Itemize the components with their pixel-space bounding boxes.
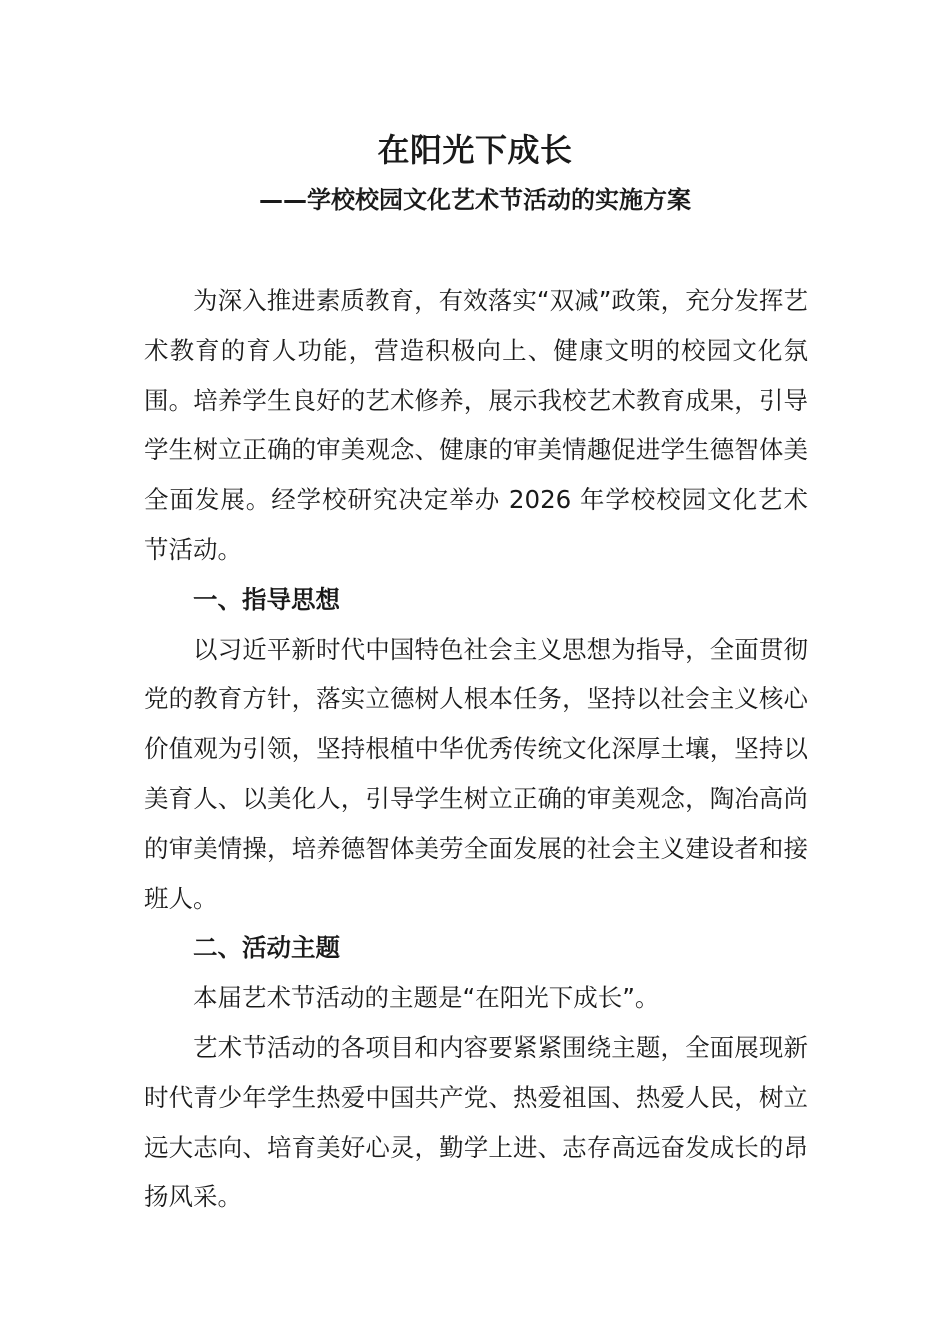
section-heading-guiding-ideology: 一、指导思想 [193,584,340,614]
section-paragraph: 以习近平新时代中国特色社会主义思想为指导，全面贯彻党的教育方针，落实立德树人根本任务，坚持以社会主义核心价值观为引领，坚持根植中华优秀传统文化深厚土壤，坚持以美育人、以美化人，引导学生树立正确的审美观念，陶冶高尚的审美情操，培养德智体美劳全面发展的社会主义建设者和接班人。 [144,634,808,913]
section-paragraph: 艺术节活动的各项目和内容要紧紧围绕主题，全面展现新时代青少年学生热爱中国共产党、热爱祖国、热爱人民，树立远大志向、培育美好心灵，勤学上进、志存高远奋发成长的昂扬风采。 [144,1032,808,1212]
document-body [144,276,808,1222]
section-paragraph: 本届艺术节活动的主题是“在阳光下成长”。 [193,983,660,1013]
document-subtitle: ——学校校园文化艺术节活动的实施方案 [259,186,691,214]
document-title: 在阳光下成长 [377,131,573,169]
intro-paragraph: 为深入推进素质教育，有效落实“双减”政策，充分发挥艺术教育的育人功能，营造积极向上、健康文明的校园文化氛围。培养学生良好的艺术修养，展示我校艺术教育成果，引导学生树立正确的审美观念、健康的审美情趣促进学生德智体美全面发展。经学校研究决定举办 2026 年学校校园文化艺术节活动。 [144,286,808,564]
section-heading-activity-theme: 二、活动主题 [193,933,340,963]
